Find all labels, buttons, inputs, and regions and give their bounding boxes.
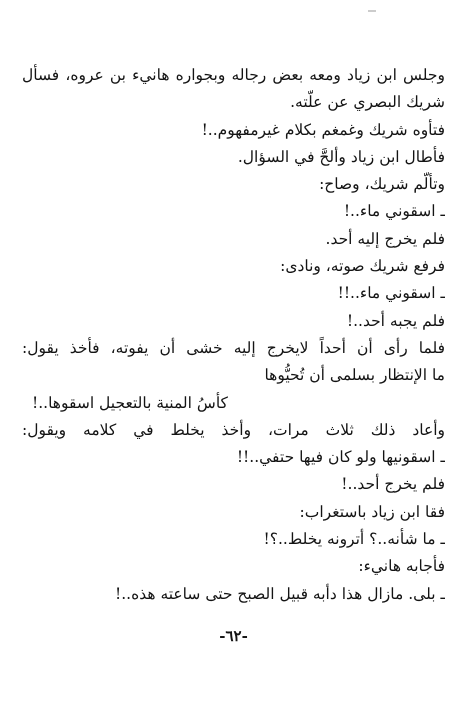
paragraph-line: وجلس ابن زياد ومعه بعض رجاله وبجواره هانيء بن عروه، فسأل <box>22 66 445 84</box>
scan-speck <box>368 10 376 12</box>
page-body-text <box>22 62 445 608</box>
paragraph-line: وأعاد ذلك ثلاث مرات، وأخذ يخلط في كلامه ويقول: <box>22 420 445 439</box>
dialogue-line: ـ بلى. مازال هذا دأبه قبيل الصبح حتى ساعته هذه..! <box>115 584 445 603</box>
paragraph-line: فقا ابن زياد باستغراب: <box>299 502 445 521</box>
page-number: -٦٢- <box>219 627 248 645</box>
verse-hemistich-b: كأسُ المنية بالتعجيل اسقوها..! <box>32 393 228 412</box>
paragraph-line: فرفع شريك صوته، ونادى: <box>280 257 445 276</box>
paragraph-line: وتألّم شريك، وصاح: <box>319 175 445 194</box>
paragraph-line: فأجابه هانيء: <box>358 557 445 576</box>
paragraph-line: فأطال ابن زياد وألحَّ في السؤال. <box>237 147 445 166</box>
dialogue-line: ـ ما شأنه..؟ أترونه يخلط..؟! <box>263 530 445 549</box>
verse-hemistich-a: ما الإنتظار بسلمى أن تُحيُّوها <box>264 366 445 385</box>
verse-second-hemistich <box>22 390 445 417</box>
paragraph-line: فلم يخرج أحد..! <box>341 475 445 494</box>
paragraph-line: فلما رأى أن أحداً لايخرج إليه خشى أن يفوته، فأخذ يقول: <box>22 338 445 357</box>
dialogue-line: ـ اسقوني ماء..! <box>343 202 445 221</box>
paragraph-line: فلم يجبه أحد..! <box>346 311 445 330</box>
paragraph-line: شريك البصري عن علّته. <box>290 93 445 112</box>
verse-first-hemistich <box>22 362 445 389</box>
paragraph-line: فلم يخرج إليه أحد. <box>325 229 445 248</box>
dialogue-line: ـ اسقوني ماء..!! <box>337 284 445 303</box>
dialogue-line: ـ اسقونيها ولو كان فيها حتفي..!! <box>236 448 445 467</box>
paragraph-line: فتأوه شريك وغمغم بكلام غيرمفهوم..! <box>201 120 445 139</box>
